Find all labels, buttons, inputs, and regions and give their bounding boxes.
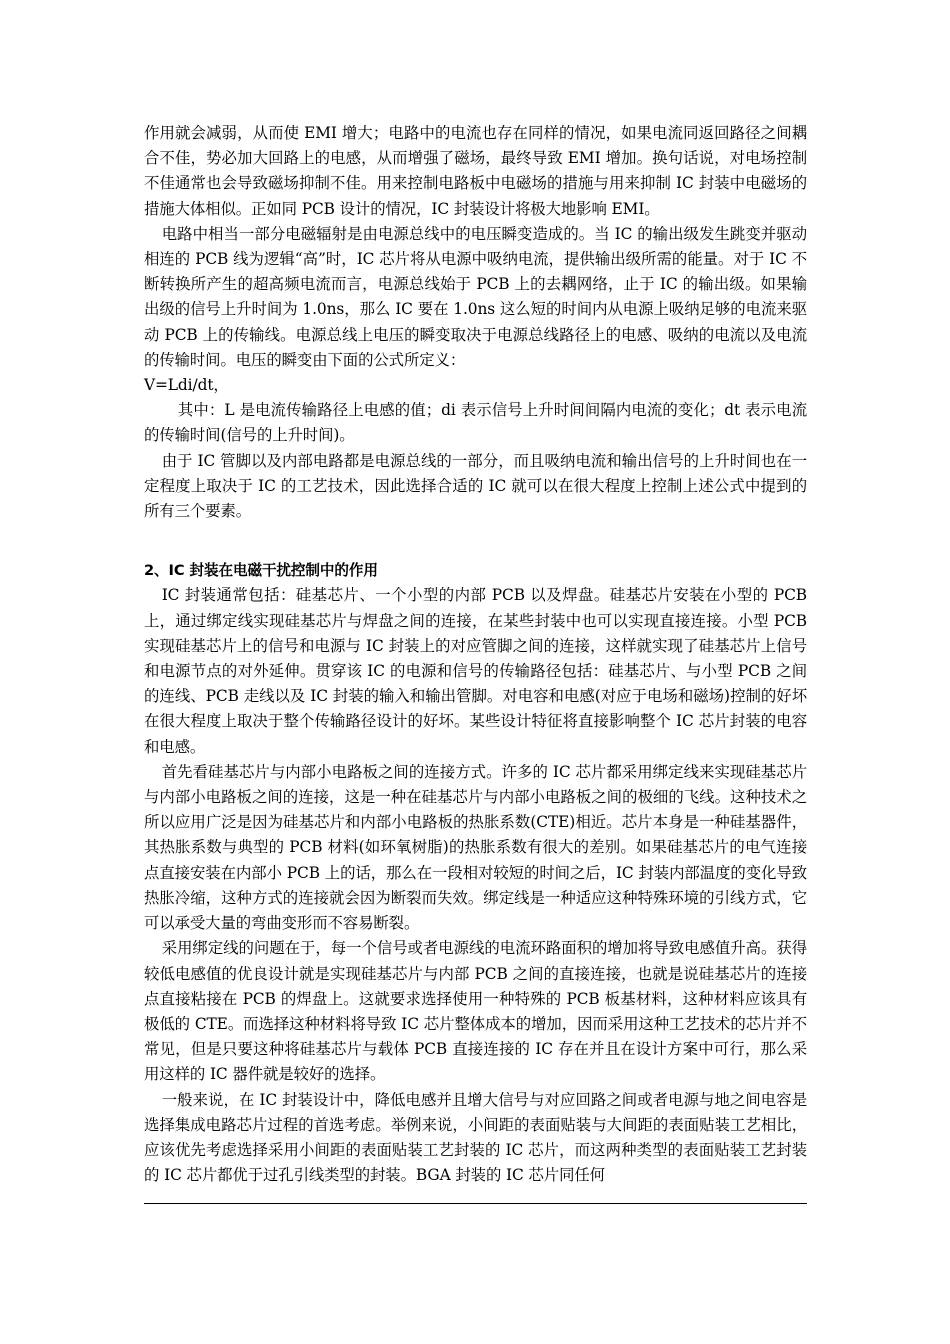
paragraph-1: 作用就会减弱，从而使 EMI 增大；电路中的电流也存在同样的情况，如果电流同返回路径之间耦合不佳，势必加大回路上的电感，从而增强了磁场，最终导致 EMI 增加。换句话说，对电场控制不佳通常也会导致磁场抑制不佳。用来控制电路板中电磁场的措施与用来抑制 IC 封装中电磁场的措施大体相似。正如同 PCB 设计的情况，IC 封装设计将极大地影响 EMI。 xyxy=(144,124,807,218)
paragraph-8: 一般来说，在 IC 封装设计中，降低电感并且增大信号与对应回路之间或者电源与地之间电容是选择集成电路芯片过程的首选考虑。举例来说，小间距的表面贴装与大间距的表面贴装工艺相比，应该优先考虑选择采用小间距的表面贴装工艺封装的 IC 芯片，而这两种类型的表面贴装工艺封装的 IC 芯片都优于过孔引线类型的封装。BGA 封装的 IC 芯片同任何 xyxy=(144,1090,807,1185)
paragraph-6: 首先看硅基芯片与内部小电路板之间的连接方式。许多的 IC 芯片都采用绑定线来实现硅基芯片与内部小电路板之间的连接，这是一种在硅基芯片与内部小电路板之间的极细的飞线。这种技术之所以应用广泛是因为硅基芯片和内部小电路板的热胀系数(CTE)相近。芯片本身是一种硅基器件，其热胀系数与典型的 PCB 材料(如环氧树脂)的热胀系数有很大的差别。如果硅基芯片的电气连接点直接安装在内部小 PCB 上的话，那么在一段相对较短的时间之后，IC 封装内部温度的变化导致热胀冷缩，这种方式的连接就会因为断裂而失效。绑定线是一种适应这种特殊环境的引线方式，它可以承受大量的弯曲变形而不容易断裂。 xyxy=(144,762,807,933)
footer-rule xyxy=(144,1203,807,1204)
document-body xyxy=(144,121,807,1188)
paragraph-3: 其中：L 是电流传输路径上电感的值；di 表示信号上升时间间隔内电流的变化；dt 表示电流的传输时间(信号的上升时间)。 xyxy=(144,401,807,445)
paragraph-2: 电路中相当一部分电磁辐射是由电源总线中的电压瞬变造成的。当 IC 的输出级发生跳变并驱动相连的 PCB 线为逻辑“高”时，IC 芯片将从电源中吸纳电流，提供输出级所需的能量。对于 IC 不断转换所产生的超高频电流而言，电源总线始于 PCB 上的去耦网络，止于 IC 的输出级。如果输出级的信号上升时间为 1.0ns，那么 IC 要在 1.0ns 这么短的时间内从电源上吸纳足够的电流来驱动 PCB 上的传输线。电源总线上电压的瞬变取决于电源总线路径上的电感、吸纳的电流以及电流的传输时间。电压的瞬变由下面的公式所定义： xyxy=(144,224,807,369)
formula: V=Ldi/dt， xyxy=(144,376,229,395)
section-heading: 2、IC 封装在电磁干扰控制中的作用 xyxy=(144,562,378,580)
paragraph-5: IC 封装通常包括：硅基芯片、一个小型的内部 PCB 以及焊盘。硅基芯片安装在小型的 PCB 上，通过绑定线实现硅基芯片与焊盘之间的连接，在某些封装中也可以实现直接连接。小型 PCB 实现硅基芯片上的信号和电源与 IC 封装上的对应管脚之间的连接，这样就实现了硅基芯片上信号和电源节点的对外延伸。贯穿该 IC 的电源和信号的传输路径包括：硅基芯片、与小型 PCB 之间的连线、PCB 走线以及 IC 封装的输入和输出管脚。对电容和电感(对应于电场和磁场)控制的好坏在很大程度上取决于整个传输路径设计的好坏。某些设计特征将直接影响整个 IC 芯片封装的电容和电感。 xyxy=(144,586,807,756)
section-gap xyxy=(144,524,807,558)
paragraph-7: 采用绑定线的问题在于，每一个信号或者电源线的电流环路面积的增加将导致电感值升高。获得较低电感值的优良设计就是实现硅基芯片与内部 PCB 之间的直接连接，也就是说硅基芯片的连接点直接粘接在 PCB 的焊盘上。这就要求选择使用一种特殊的 PCB 板基材料，这种材料应该具有极低的 CTE。而选择这种材料将导致 IC 芯片整体成本的增加，因而采用这种工艺技术的芯片并不常见，但是只要这种将硅基芯片与载体 PCB 直接连接的 IC 存在并且在设计方案中可行，那么采用这样的 IC 器件就是较好的选择。 xyxy=(144,939,807,1084)
paragraph-4: 由于 IC 管脚以及内部电路都是电源总线的一部分，而且吸纳电流和输出信号的上升时间也在一定程度上取决于 IC 的工艺技术，因此选择合适的 IC 就可以在很大程度上控制上述公式中提到的所有三个要素。 xyxy=(144,451,807,521)
